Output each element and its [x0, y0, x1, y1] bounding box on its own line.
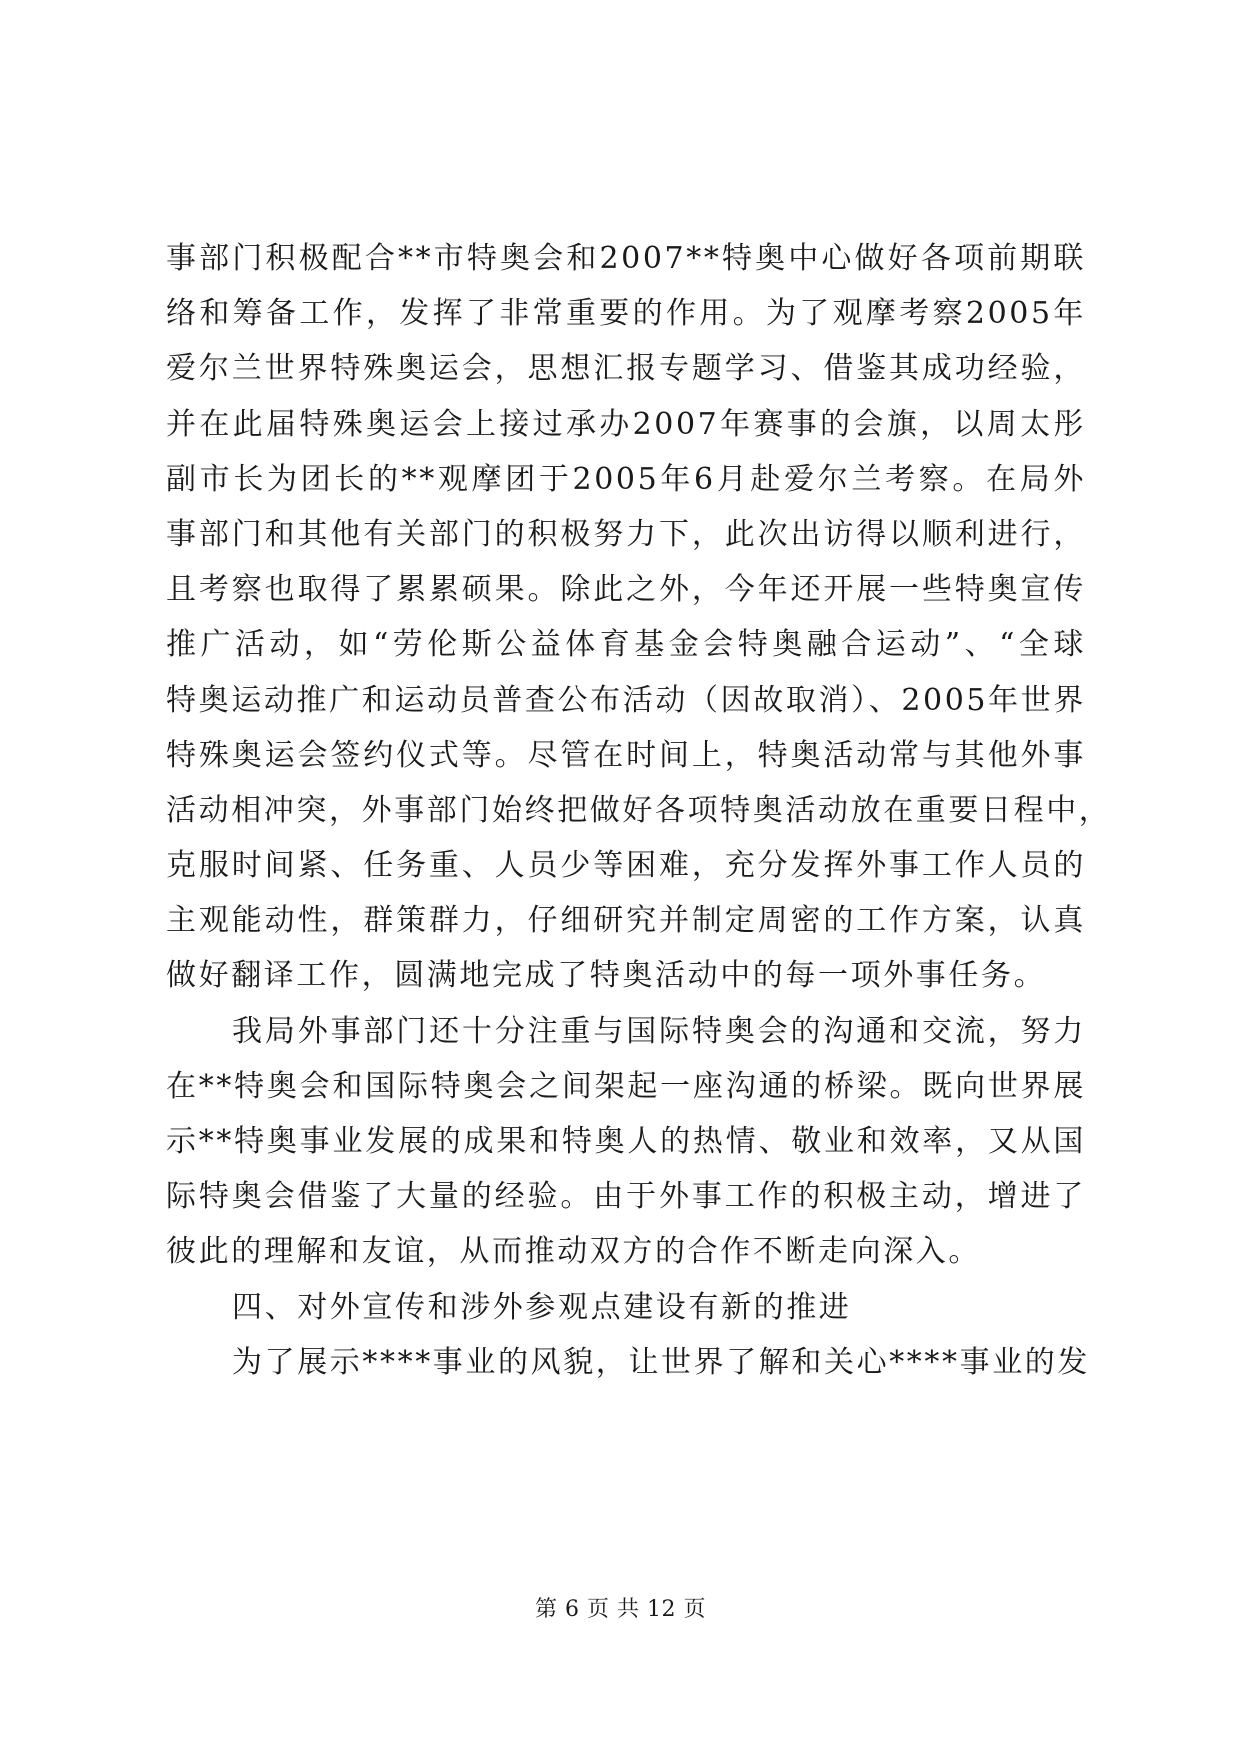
text-line: 在**特奥会和国际特奥会之间架起一座沟通的桥梁。既向世界展 — [166, 1068, 1086, 1104]
text-line: 络和筹备工作，发挥了非常重要的作用。为了观摩考察2005年 — [166, 296, 1086, 332]
text-line: 际特奥会借鉴了大量的经验。由于外事工作的积极主动，增进了 — [166, 1179, 1086, 1215]
section-heading: 四、对外宣传和涉外参观点建设有新的推进 — [232, 1289, 852, 1325]
text-line: 爱尔兰世界特殊奥运会，思想汇报专题学习、借鉴其成功经验， — [166, 351, 1086, 387]
text-line: 活动相冲突，外事部门始终把做好各项特奥活动放在重要日程中， — [166, 792, 1112, 828]
text-line: 做好翻译工作，圆满地完成了特奥活动中的每一项外事任务。 — [166, 958, 1047, 994]
text-line: 并在此届特殊奥运会上接过承办2007年赛事的会旗，以周太彤 — [166, 406, 1086, 442]
page-number-footer: 第 6 页 共 12 页 — [535, 1597, 706, 1622]
body-text — [166, 231, 1112, 1390]
paragraph-first-line: 为了展示****事业的风貌，让世界了解和关心****事业的发 — [232, 1344, 1090, 1380]
text-line: 主观能动性，群策群力，仔细研究并制定周密的工作方案，认真 — [166, 903, 1086, 939]
text-line: 推广活动，如“劳伦斯公益体育基金会特奥融合运动”、“全球 — [166, 627, 1086, 663]
text-line: 克服时间紧、任务重、人员少等困难，充分发挥外事工作人员的 — [166, 848, 1086, 884]
text-line: 特殊奥运会签约仪式等。尽管在时间上，特奥活动常与其他外事 — [166, 737, 1086, 773]
text-line: 事部门积极配合**市特奥会和2007**特奥中心做好各项前期联 — [166, 241, 1086, 276]
text-line: 彼此的理解和友谊，从而推动双方的合作不断走向深入。 — [166, 1234, 981, 1270]
text-line: 事部门和其他有关部门的积极努力下，此次出访得以顺利进行， — [166, 516, 1086, 552]
text-line: 示**特奥事业发展的成果和特奥人的热情、敬业和效率，又从国 — [166, 1124, 1086, 1159]
paragraph-first-line: 我局外事部门还十分注重与国际特奥会的沟通和交流，努力 — [232, 1013, 1086, 1049]
text-line: 且考察也取得了累累硕果。除此之外，今年还开展一些特奥宣传 — [166, 572, 1086, 608]
text-line: 特奥运动推广和运动员普查公布活动（因故取消）、2005年世界 — [166, 682, 1086, 718]
text-line: 副市长为团长的**观摩团于2005年6月赴爱尔兰考察。在局外 — [166, 461, 1086, 497]
